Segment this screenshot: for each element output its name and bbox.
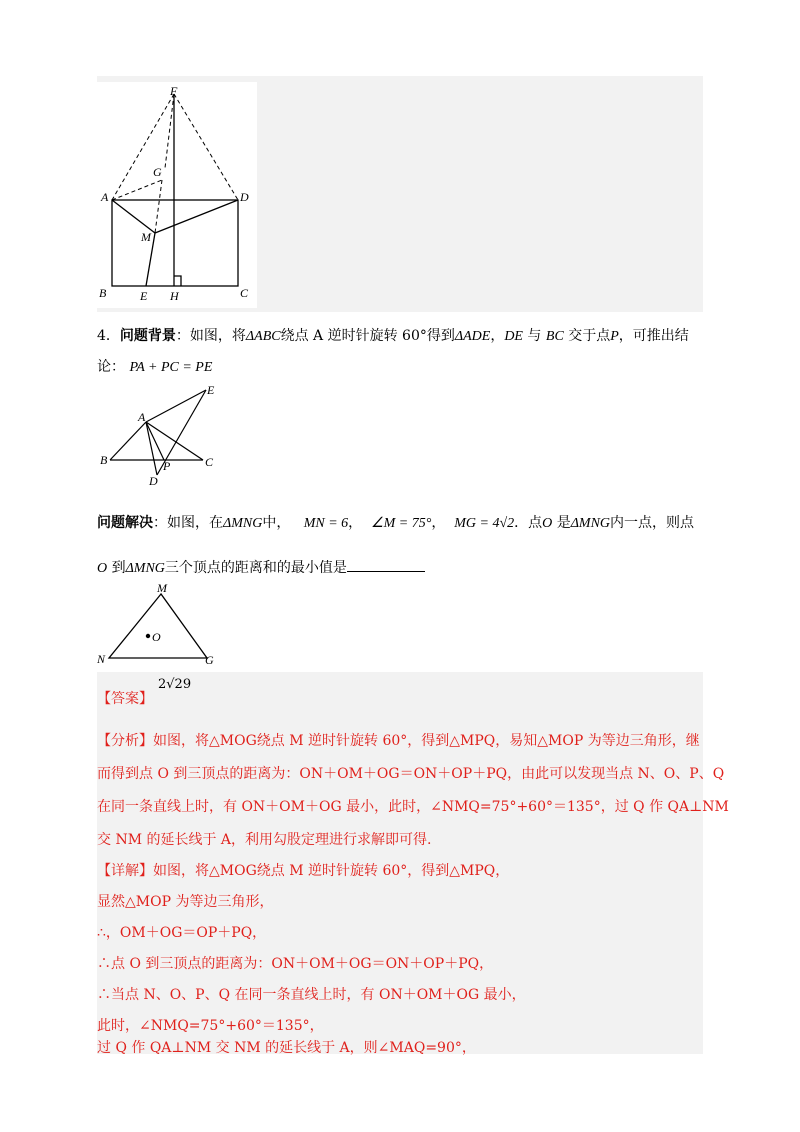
figure-background bbox=[97, 82, 257, 308]
label-o3: O bbox=[152, 630, 161, 644]
label-b: B bbox=[99, 286, 107, 300]
analysis-line-4: 交 NM 的延长线于 A，利用勾股定理进行求解即可得. bbox=[97, 832, 432, 848]
detail-line-4: ∴点 O 到三顶点的距离为：ON＋OM＋OG＝ON＋OP＋PQ， bbox=[97, 956, 494, 972]
analysis-line-2: 而得到点 O 到三顶点的距离为：ON＋OM＋OG＝ON＋OP＋PQ，由此可以发现当点 N、O、P、Q bbox=[97, 766, 725, 782]
label-e2: E bbox=[207, 383, 215, 397]
label-g3: G bbox=[205, 653, 214, 667]
question-4-line1: 4．问题背景：如图，将ΔABC绕点 A 逆时针旋转 60°得到ΔADE，DE 与 BC 交于点P，可推出结 bbox=[97, 328, 689, 344]
label-f: F bbox=[170, 84, 178, 98]
problem-solve-line2: O 到ΔMNG三个顶点的距离和的最小值是 bbox=[97, 557, 425, 577]
detail-line-1: 【详解】如图，将△MOG绕点 M 逆时针旋转 60°，得到△MPQ， bbox=[97, 863, 510, 879]
answer-blank bbox=[347, 559, 425, 572]
detail-line-6: 此时，∠NMQ=75°+60°＝135°， bbox=[97, 1018, 324, 1034]
detail-line-7: 过 Q 作 QA⊥NM 交 NM 的延长线于 A，则∠MAQ=90°， bbox=[97, 1040, 476, 1056]
label-a2: A bbox=[138, 410, 146, 424]
figure-triangle-mng bbox=[97, 578, 227, 670]
question-4-line2: 论： PA + PC = PE bbox=[97, 359, 213, 375]
answer-tag: 【答案】 bbox=[97, 691, 153, 707]
figure-rotation-triangles bbox=[97, 378, 227, 488]
problem-solve-line1: 问题解决：如图，在ΔMNG中， MN = 6， ∠M = 75°， MG = 4√2．点O 是ΔMNG内一点，则点 bbox=[97, 515, 695, 531]
label-m: M bbox=[141, 230, 151, 244]
figure-rectangle-geometry bbox=[97, 82, 257, 308]
label-h: H bbox=[170, 289, 179, 303]
label-g: G bbox=[153, 165, 162, 179]
answer-value: 2√29 bbox=[158, 677, 192, 692]
point-o bbox=[146, 634, 150, 638]
label-p2: P bbox=[163, 459, 171, 473]
label-d: D bbox=[240, 190, 249, 204]
label-c2: C bbox=[205, 455, 214, 469]
label-c: C bbox=[240, 286, 249, 300]
label-n3: N bbox=[97, 652, 106, 666]
detail-line-3: ∴，OM＋OG＝OP＋PQ， bbox=[97, 925, 267, 941]
analysis-line-3: 在同一条直线上时，有 ON＋OM＋OG 最小，此时，∠NMQ=75°+60°＝135°，过 Q 作 QA⊥NM bbox=[97, 799, 729, 815]
label-m3: M bbox=[157, 581, 167, 595]
analysis-line-1: 【分析】如图，将△MOG绕点 M 逆时针旋转 60°，得到△MPQ，易知△MOP 为等边三角形，继 bbox=[97, 733, 700, 749]
label-d2: D bbox=[149, 474, 158, 488]
label-b2: B bbox=[100, 453, 108, 467]
detail-line-2: 显然△MOP 为等边三角形， bbox=[97, 894, 274, 910]
label-a: A bbox=[101, 190, 109, 204]
label-e: E bbox=[140, 289, 148, 303]
detail-line-5: ∴当点 N、O、P、Q 在同一条直线上时，有 ON＋OM＋OG 最小， bbox=[97, 987, 526, 1003]
